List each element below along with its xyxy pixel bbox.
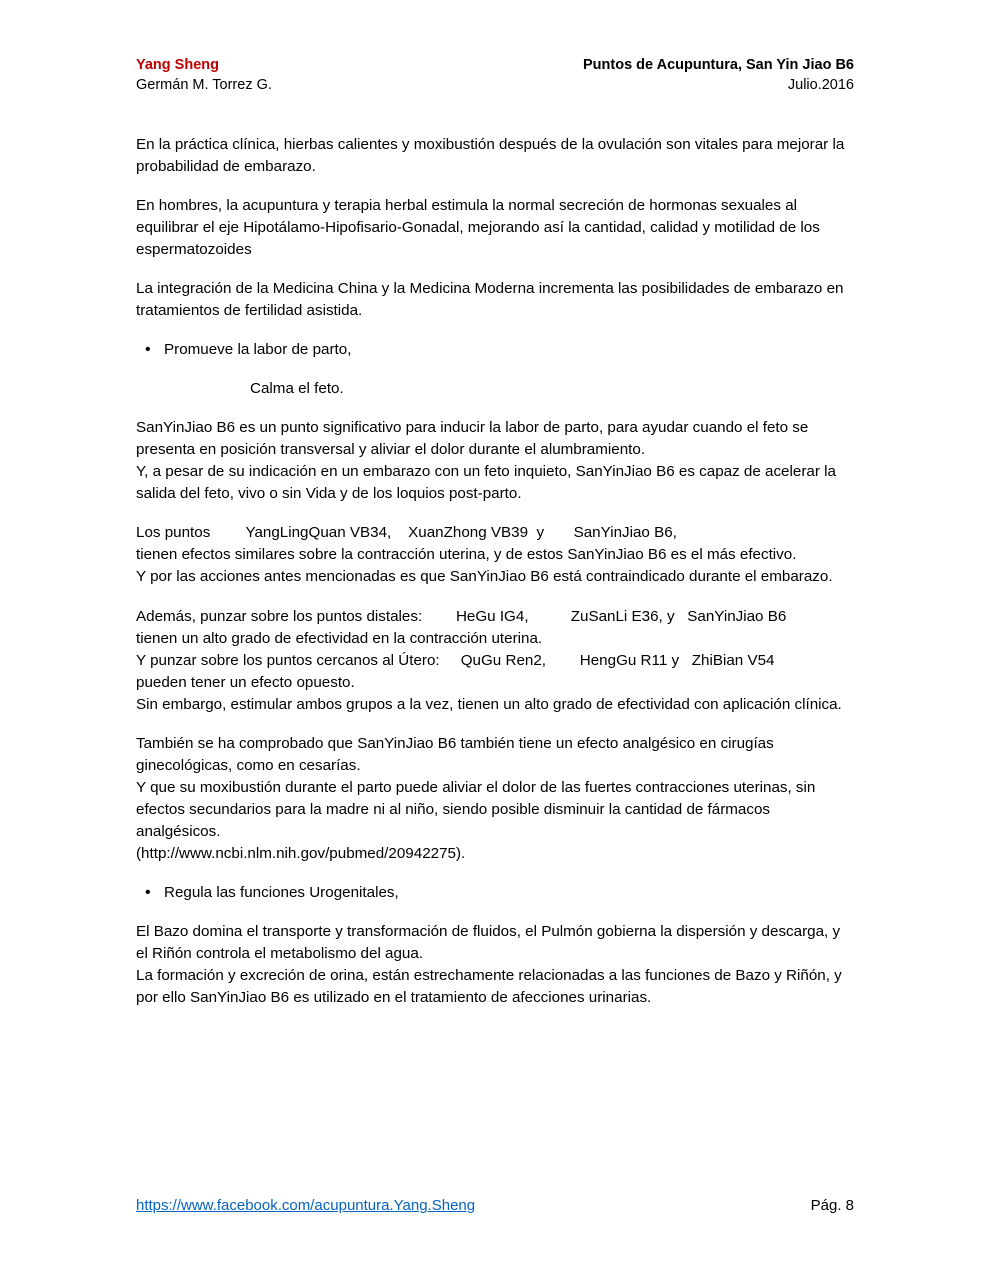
paragraph-los-puntos-list: Los puntos YangLingQuan VB34, XuanZhong VB39 y SanYinJiao B6, xyxy=(136,524,677,542)
paragraph-efectos-similares: tienen efectos similares sobre la contracción uterina, y de estos SanYinJiao B6 es el más efectivo. xyxy=(136,546,797,564)
spacer xyxy=(136,400,854,417)
paragraph-efecto-analgesico: También se ha comprobado que SanYinJiao B6 también tiene un efecto analgésico en cirugías ginecológicas, como en cesarías. xyxy=(136,734,778,774)
paragraph-feto-inquieto: Y, a pesar de su indicación en un embarazo con un feto inquieto, SanYinJiao B6 es capaz de acelerar la salida del feto, vivo o sin Vida y de los loquios post-parto. xyxy=(136,463,841,503)
paragraph-integration: La integración de la Medicina China y la Medicina Moderna incrementa las posibilidades de embarazo en tratamientos de fertilidad asistida. xyxy=(136,280,848,320)
paragraph-pubmed-reference: (http://www.ncbi.nlm.nih.gov/pubmed/20942275). xyxy=(136,844,466,862)
paragraph-puntos-distales: Además, punzar sobre los puntos distales: HeGu IG4, ZuSanLi E36, y SanYinJiao B6 xyxy=(136,607,787,625)
document-body xyxy=(136,134,854,1009)
paragraph-bazo-pulmon-rinon: El Bazo domina el transporte y transformación de fluidos, el Pulmón gobierna la dispersión y descarga, y el Riñón controla el metabolismo del agua. xyxy=(136,922,845,962)
paragraph-ambos-grupos: Sin embargo, estimular ambos grupos a la vez, tienen un alto grado de efectividad con aplicación clínica. xyxy=(136,695,842,713)
paragraph-men-acupuncture: En hombres, la acupuntura y terapia herbal estimula la normal secreción de hormonas sexuales al equilibrar el eje Hipotálamo-Hipofisario-Gonadal, mejorando así la cantidad, calidad y motilidad de los espermatozoides xyxy=(136,197,825,259)
header-brand: Yang Sheng xyxy=(136,57,219,73)
header-document-title: Puntos de Acupuntura, San Yin Jiao B6 xyxy=(583,57,854,73)
paragraph-alto-grado-efectividad: tienen un alto grado de efectividad en la contracción uterina. xyxy=(136,629,543,647)
bullet-list-urogenital xyxy=(136,882,854,904)
list-item: • Promueve la labor de parto, xyxy=(136,339,854,361)
footer-page-number: Pág. 8 xyxy=(810,1197,854,1214)
paragraph-calma-el-feto: Calma el feto. xyxy=(250,380,344,398)
paragraph-contraindicado: Y por las acciones antes mencionadas es que SanYinJiao B6 está contraindicado durante el embarazo. xyxy=(136,568,833,586)
header-date: Julio.2016 xyxy=(787,76,854,93)
paragraph-efecto-opuesto: pueden tener un efecto opuesto. xyxy=(136,673,355,691)
list-item: • Regula las funciones Urogenitales, xyxy=(136,882,854,904)
bullet-list-labor xyxy=(136,339,854,361)
paragraph-formacion-orina: La formación y excreción de orina, están estrechamente relacionadas a las funciones de Bazo y Riñón, y por ello SanYinJiao B6 es utilizado en el tratamiento de afecciones urinarias. xyxy=(136,966,847,1006)
header-author: Germán M. Torrez G. xyxy=(136,76,272,93)
paragraph-puntos-cercanos-utero: Y punzar sobre los puntos cercanos al Útero: QuGu Ren2, HengGu R11 y ZhiBian V54 xyxy=(136,651,775,669)
page-header xyxy=(136,56,854,108)
paragraph-sanyinjiao-labor: SanYinJiao B6 es un punto significativo para inducir la labor de parto, para ayudar cuando el feto se presenta en posición transversal y aliviar el dolor durante el alumbramiento. xyxy=(136,419,813,459)
page-footer xyxy=(136,1197,854,1214)
header-row-title xyxy=(136,56,854,76)
paragraph-moxibustion-parto: Y que su moxibustión durante el parto puede aliviar el dolor de las fuertes contracciones uterinas, sin efectos secundarios para la madre ni al niño, siendo posible disminuir la cantidad de fármacos analgésicos. xyxy=(136,778,820,840)
footer-facebook-link[interactable]: https://www.facebook.com/acupuntura.Yang.Sheng xyxy=(136,1197,476,1214)
header-row-subtitle xyxy=(136,76,854,96)
paragraph-clinical-practice: En la práctica clínica, hierbas calientes y moxibustión después de la ovulación son vitales para mejorar la probabilidad de embarazo. xyxy=(136,136,849,176)
